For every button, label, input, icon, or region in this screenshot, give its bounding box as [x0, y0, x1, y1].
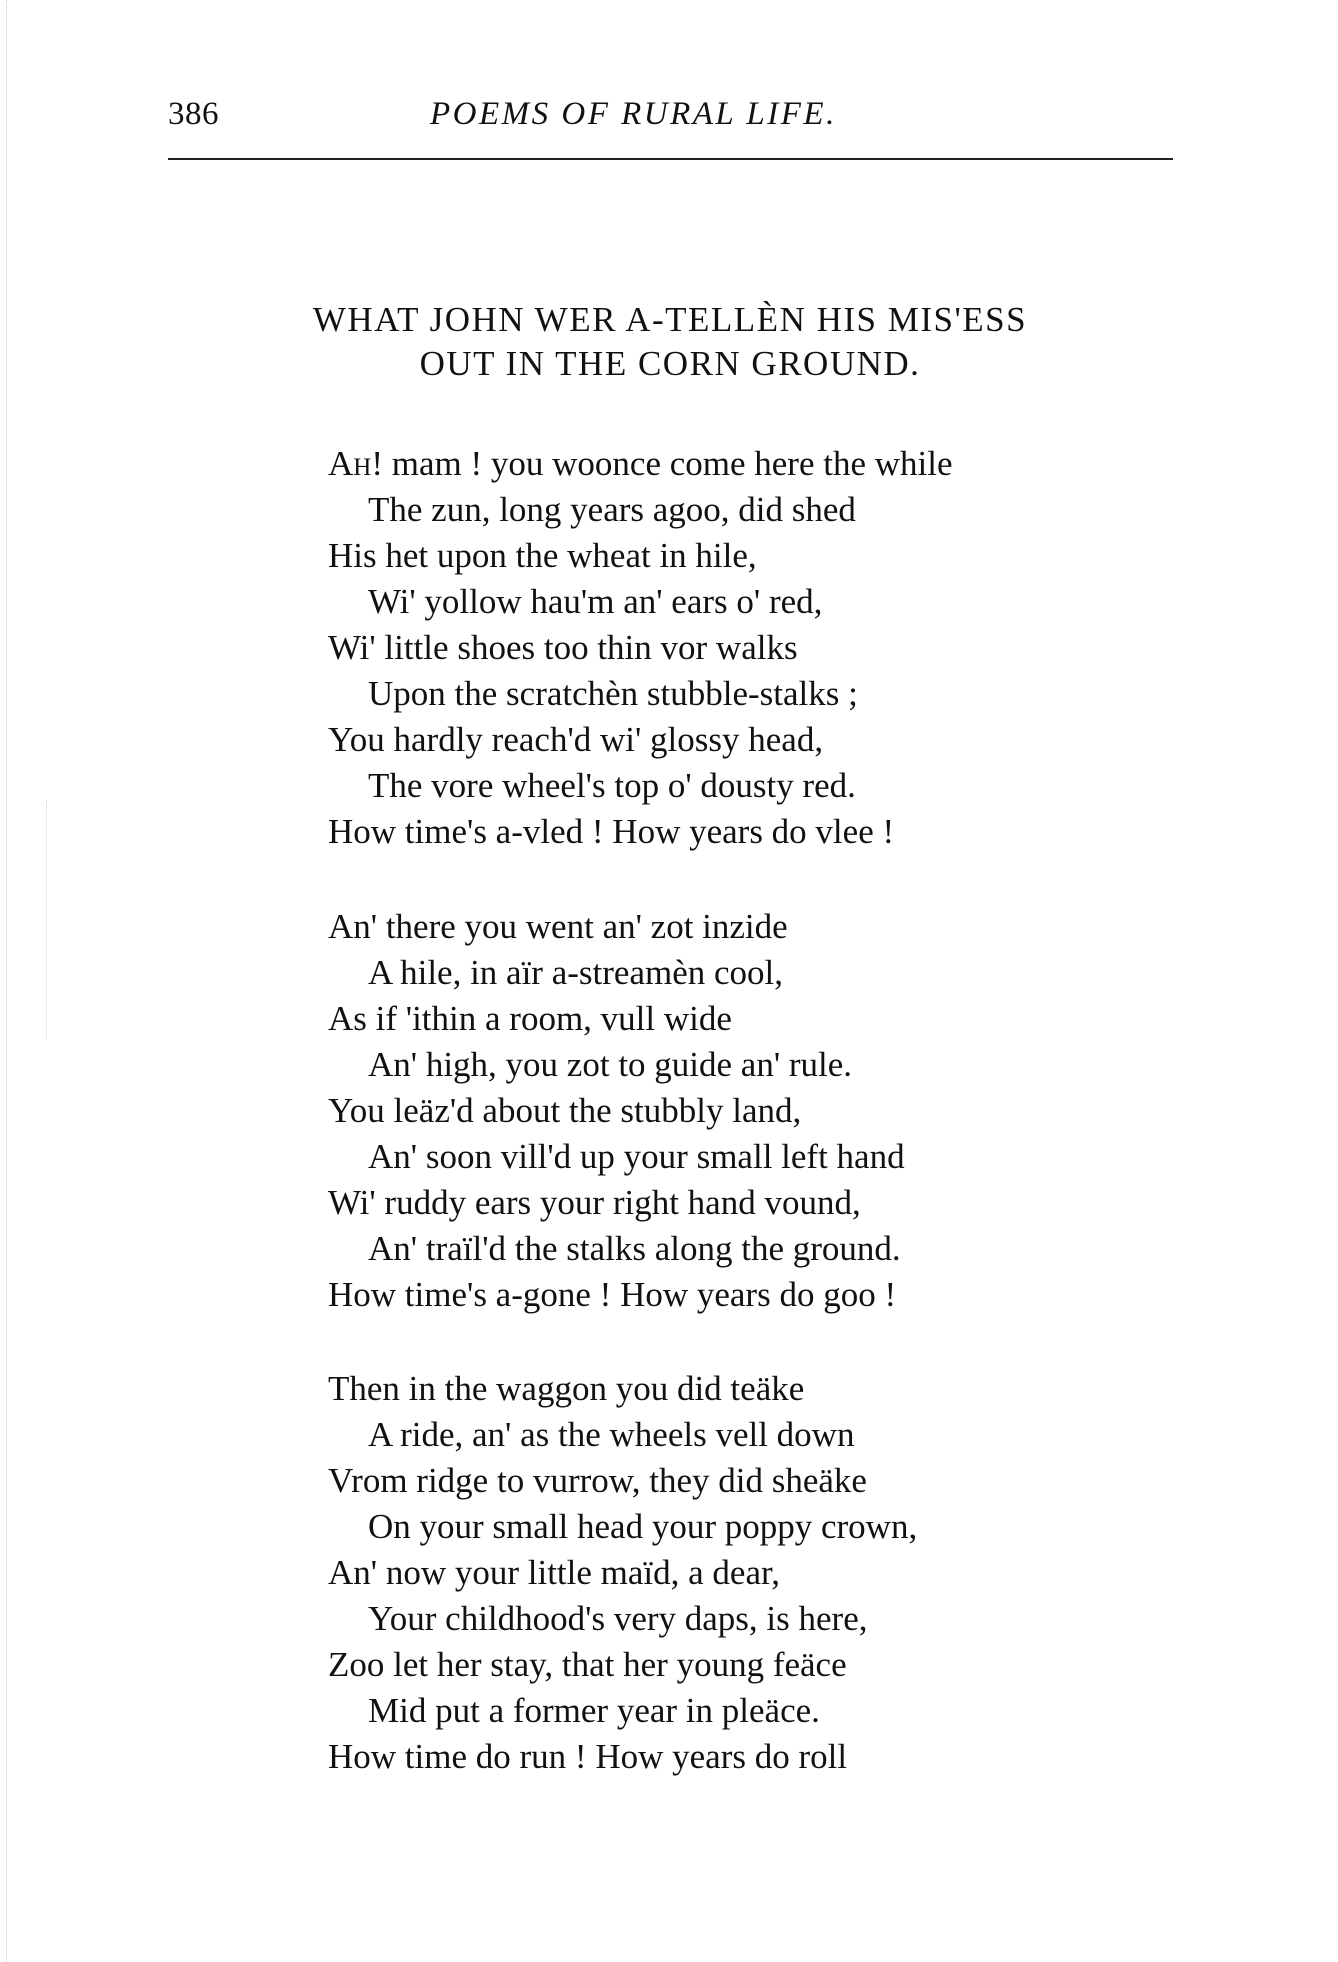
opening-word: Ah	[328, 444, 372, 483]
header-rule	[168, 158, 1173, 160]
poem-line: Upon the scratchèn stubble-stalks ;	[368, 674, 858, 713]
poem-line: You leäz'd about the stubbly land,	[328, 1091, 802, 1130]
running-head: POEMS OF RURAL LIFE.	[430, 96, 837, 132]
stanza-2	[328, 904, 1128, 1318]
poem-line: Your childhood's very daps, is here,	[368, 1599, 868, 1638]
poem-line: Then in the waggon you did teäke	[328, 1369, 805, 1408]
poem-line: Wi' ruddy ears your right hand vound,	[328, 1183, 861, 1222]
poem-title-line-2: OUT IN THE CORN GROUND.	[419, 344, 921, 383]
poem-title	[200, 298, 1140, 386]
poem-line	[328, 441, 1128, 487]
poem-line: An' there you went an' zot inzide	[328, 907, 788, 946]
poem-line: As if 'ithin a room, vull wide	[328, 999, 732, 1038]
poem-line-text: ! mam ! you woonce come here the while	[371, 444, 953, 483]
poem-line: An' high, you zot to guide an' rule.	[368, 1045, 853, 1084]
poem-line: Vrom ridge to vurrow, they did sheäke	[328, 1461, 867, 1500]
poem-line: An' now your little maïd, a dear,	[328, 1553, 781, 1592]
poem-line: An' traïl'd the stalks along the ground.	[368, 1229, 901, 1268]
poem-line: You hardly reach'd wi' glossy head,	[328, 720, 824, 759]
poem-title-line-1: WHAT JOHN WER A-TELLÈN HIS MIS'ESS	[312, 300, 1028, 339]
stanza-3	[328, 1366, 1128, 1780]
scan-margin-artifact	[46, 800, 49, 1040]
poem-line: On your small head your poppy crown,	[368, 1507, 918, 1546]
stanza-1	[328, 441, 1128, 855]
poem-refrain-line: How time's a-vled ! How years do vlee !	[328, 812, 895, 851]
scan-margin-artifact	[6, 0, 9, 1962]
poem-line: His het upon the wheat in hile,	[328, 536, 757, 575]
poem-refrain-line: How time's a-gone ! How years do goo !	[328, 1275, 897, 1314]
poem-line: Wi' yollow hau'm an' ears o' red,	[368, 582, 823, 621]
poem-line: Zoo let her stay, that her young feäce	[328, 1645, 847, 1684]
page-number: 386	[168, 96, 219, 132]
poem-line: A hile, in aïr a-streamèn cool,	[368, 953, 783, 992]
poem-line: The vore wheel's top o' dousty red.	[368, 766, 856, 805]
poem-line: The zun, long years agoo, did shed	[368, 490, 856, 529]
poem-line: Wi' little shoes too thin vor walks	[328, 628, 798, 667]
poem-line: A ride, an' as the wheels vell down	[368, 1415, 855, 1454]
poem-line: Mid put a former year in pleäce.	[368, 1691, 820, 1730]
poem-refrain-line: How time do run ! How years do roll	[328, 1737, 848, 1776]
poem-line: An' soon vill'd up your small left hand	[368, 1137, 905, 1176]
